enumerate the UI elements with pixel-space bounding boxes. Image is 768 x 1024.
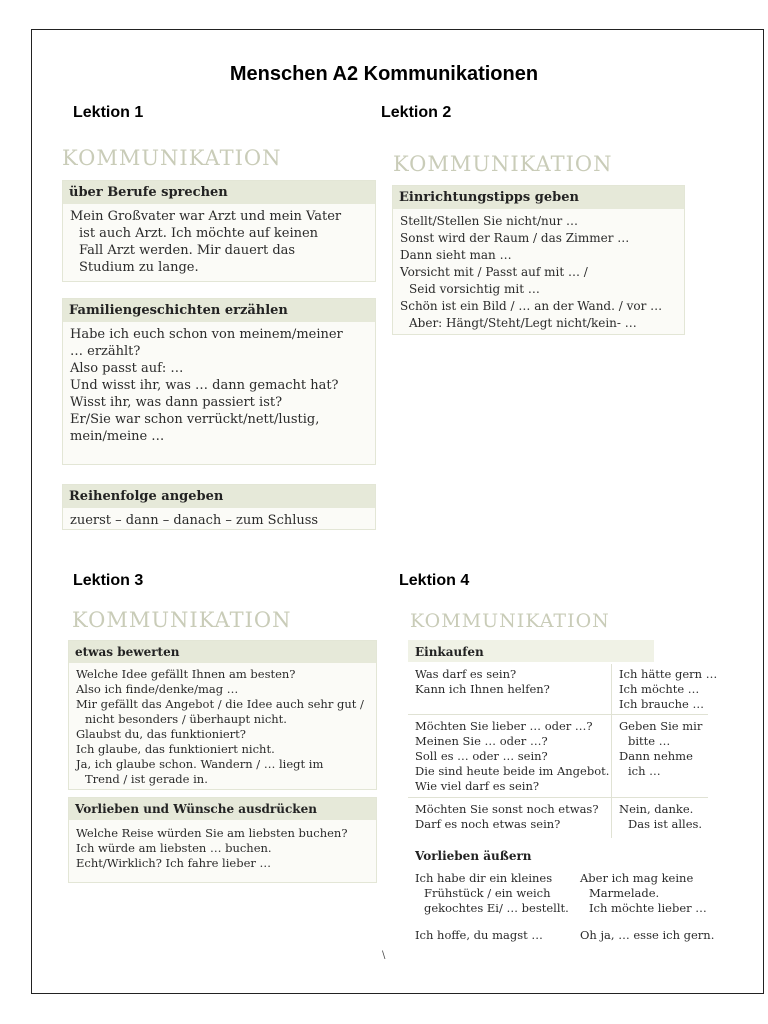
text-line: Ich hätte gern … [619, 667, 718, 681]
l1-berufe-body [63, 204, 375, 280]
l4-row-divider [408, 714, 708, 715]
l4-einkaufen-row3-right [619, 802, 702, 832]
text-line: Welche Idee gefällt Ihnen am besten? [76, 667, 296, 681]
kommunikation-label-3: KOMMUNIKATION [72, 608, 292, 632]
l3-vorlieben-body [69, 820, 376, 875]
l4-einkaufen-row2-left [415, 719, 609, 794]
text-line: bitte … [628, 734, 671, 748]
text-line: Wie viel darf es sein? [415, 779, 540, 793]
text-line: Die sind heute beide im Angebot. [415, 764, 610, 778]
text-line: Fall Arzt werden. Mir dauert das [79, 243, 296, 258]
text-line: Darf es noch etwas sein? [415, 817, 561, 831]
text-line: zuerst – dann – danach – zum Schluss [70, 513, 319, 528]
text-line: Kann ich Ihnen helfen? [415, 682, 550, 696]
text-line: Und wisst ihr, was … dann gemacht hat? [70, 378, 339, 393]
page-mark: \ [382, 950, 386, 961]
l1-familie-body [63, 322, 375, 449]
text-line: Mein Großvater war Arzt und mein Vater [70, 209, 342, 224]
lektion-2-heading: Lektion 2 [381, 104, 452, 121]
text-line: Studium zu lange. [79, 260, 199, 275]
l4-einkaufen-row1-left [415, 667, 550, 697]
text-line: nicht besonders / überhaupt nicht. [85, 712, 287, 726]
l1-berufe-box [62, 180, 376, 282]
l4-vorlieben-row2-right [580, 928, 714, 943]
text-line: Echt/Wirklich? Ich fahre lieber … [76, 856, 272, 870]
text-line: Habe ich euch schon von meinem/meiner [70, 327, 343, 342]
text-line: Nein, danke. [619, 802, 694, 816]
text-line: mein/meine … [70, 429, 165, 444]
text-line: ist auch Arzt. Ich möchte auf keinen [79, 226, 319, 241]
text-line: Mir gefällt das Angebot / die Idee auch sehr gut / [76, 697, 364, 711]
text-line: Vorsicht mit / Passt auf mit … / [400, 265, 588, 279]
text-line: Ich brauche … [619, 697, 704, 711]
text-line: … erzählt? [70, 344, 141, 359]
text-line: Also ich finde/denke/mag … [76, 682, 239, 696]
text-line: Soll es … oder … sein? [415, 749, 548, 763]
l2-einrichtung-body [393, 209, 684, 336]
text-line: Seid vorsichtig mit … [409, 282, 540, 296]
text-line: Wisst ihr, was dann passiert ist? [70, 395, 283, 410]
l3-bewerten-head: etwas bewerten [69, 641, 376, 663]
l2-einrichtung-box [392, 185, 685, 335]
l3-vorlieben-box [68, 797, 377, 883]
l4-einkaufen-row3-left [415, 802, 599, 832]
l4-einkaufen-head: Einkaufen [415, 645, 484, 659]
text-line: Trend / ist gerade in. [85, 772, 208, 786]
kommunikation-label-4: KOMMUNIKATION [410, 610, 610, 632]
l2-einrichtung-head: Einrichtungstipps geben [393, 186, 684, 209]
text-line: Geben Sie mir [619, 719, 703, 733]
lektion-4-heading: Lektion 4 [399, 572, 470, 589]
l1-reihenfolge-body [63, 508, 375, 533]
text-line: Dann sieht man … [400, 248, 512, 262]
text-line: Schön ist ein Bild / … an der Wand. / vor … [400, 299, 663, 313]
lektion-3-heading: Lektion 3 [73, 572, 144, 589]
l4-einkaufen-row2-right [619, 719, 702, 779]
text-line: gekochtes Ei/ … bestellt. [424, 901, 569, 915]
l4-vorlieben-row2-left [415, 928, 543, 943]
text-line: Also passt auf: … [70, 361, 184, 376]
l4-divider [611, 664, 612, 838]
l4-vorlieben-head: Vorlieben äußern [415, 849, 532, 863]
text-line: ich … [628, 764, 661, 778]
text-line: Welche Reise würden Sie am liebsten buchen? [76, 826, 348, 840]
l4-vorlieben-row1-left [415, 871, 569, 916]
l1-reihenfolge-head: Reihenfolge angeben [63, 485, 375, 508]
text-line: Aber: Hängt/Steht/Legt nicht/kein- … [409, 316, 637, 330]
text-line: Er/Sie war schon verrückt/nett/lustig, [70, 412, 320, 427]
l3-bewerten-body [69, 663, 376, 791]
l4-einkaufen-row1-right [619, 667, 717, 712]
l1-familie-head: Familiengeschichten erzählen [63, 299, 375, 322]
l1-reihenfolge-box [62, 484, 376, 530]
kommunikation-label-2: KOMMUNIKATION [393, 152, 613, 176]
text-line: Frühstück / ein weich [424, 886, 551, 900]
text-line: Dann nehme [619, 749, 693, 763]
l3-vorlieben-head: Vorlieben und Wünsche ausdrücken [69, 798, 376, 820]
text-line: Ja, ich glaube schon. Wandern / … liegt im [76, 757, 324, 771]
l1-berufe-head: über Berufe sprechen [63, 181, 375, 204]
kommunikation-label-1: KOMMUNIKATION [62, 146, 282, 170]
text-line: Meinen Sie … oder …? [415, 734, 548, 748]
text-line: Ich möchte lieber … [589, 901, 707, 915]
text-line: Möchten Sie sonst noch etwas? [415, 802, 599, 816]
text-line: Ich hoffe, du magst … [415, 928, 543, 942]
text-line: Möchten Sie lieber … oder …? [415, 719, 593, 733]
text-line: Ich glaube, das funktioniert nicht. [76, 742, 275, 756]
text-line: Ich möchte … [619, 682, 700, 696]
l1-familie-box [62, 298, 376, 465]
page-title: Menschen A2 Kommunikationen [229, 63, 539, 85]
text-line: Aber ich mag keine [580, 871, 694, 885]
text-line: Stellt/Stellen Sie nicht/nur … [400, 214, 579, 228]
l4-row-divider [408, 797, 708, 798]
text-line: Ich würde am liebsten … buchen. [76, 841, 272, 855]
text-line: Glaubst du, das funktioniert? [76, 727, 246, 741]
lektion-1-heading: Lektion 1 [73, 104, 144, 121]
text-line: Ich habe dir ein kleines [415, 871, 553, 885]
text-line: Das ist alles. [628, 817, 703, 831]
text-line: Marmelade. [589, 886, 660, 900]
text-line: Sonst wird der Raum / das Zimmer … [400, 231, 630, 245]
l3-bewerten-box [68, 640, 377, 790]
text-line: Was darf es sein? [415, 667, 517, 681]
l4-vorlieben-row1-right [580, 871, 707, 916]
text-line: Oh ja, … esse ich gern. [580, 928, 715, 942]
